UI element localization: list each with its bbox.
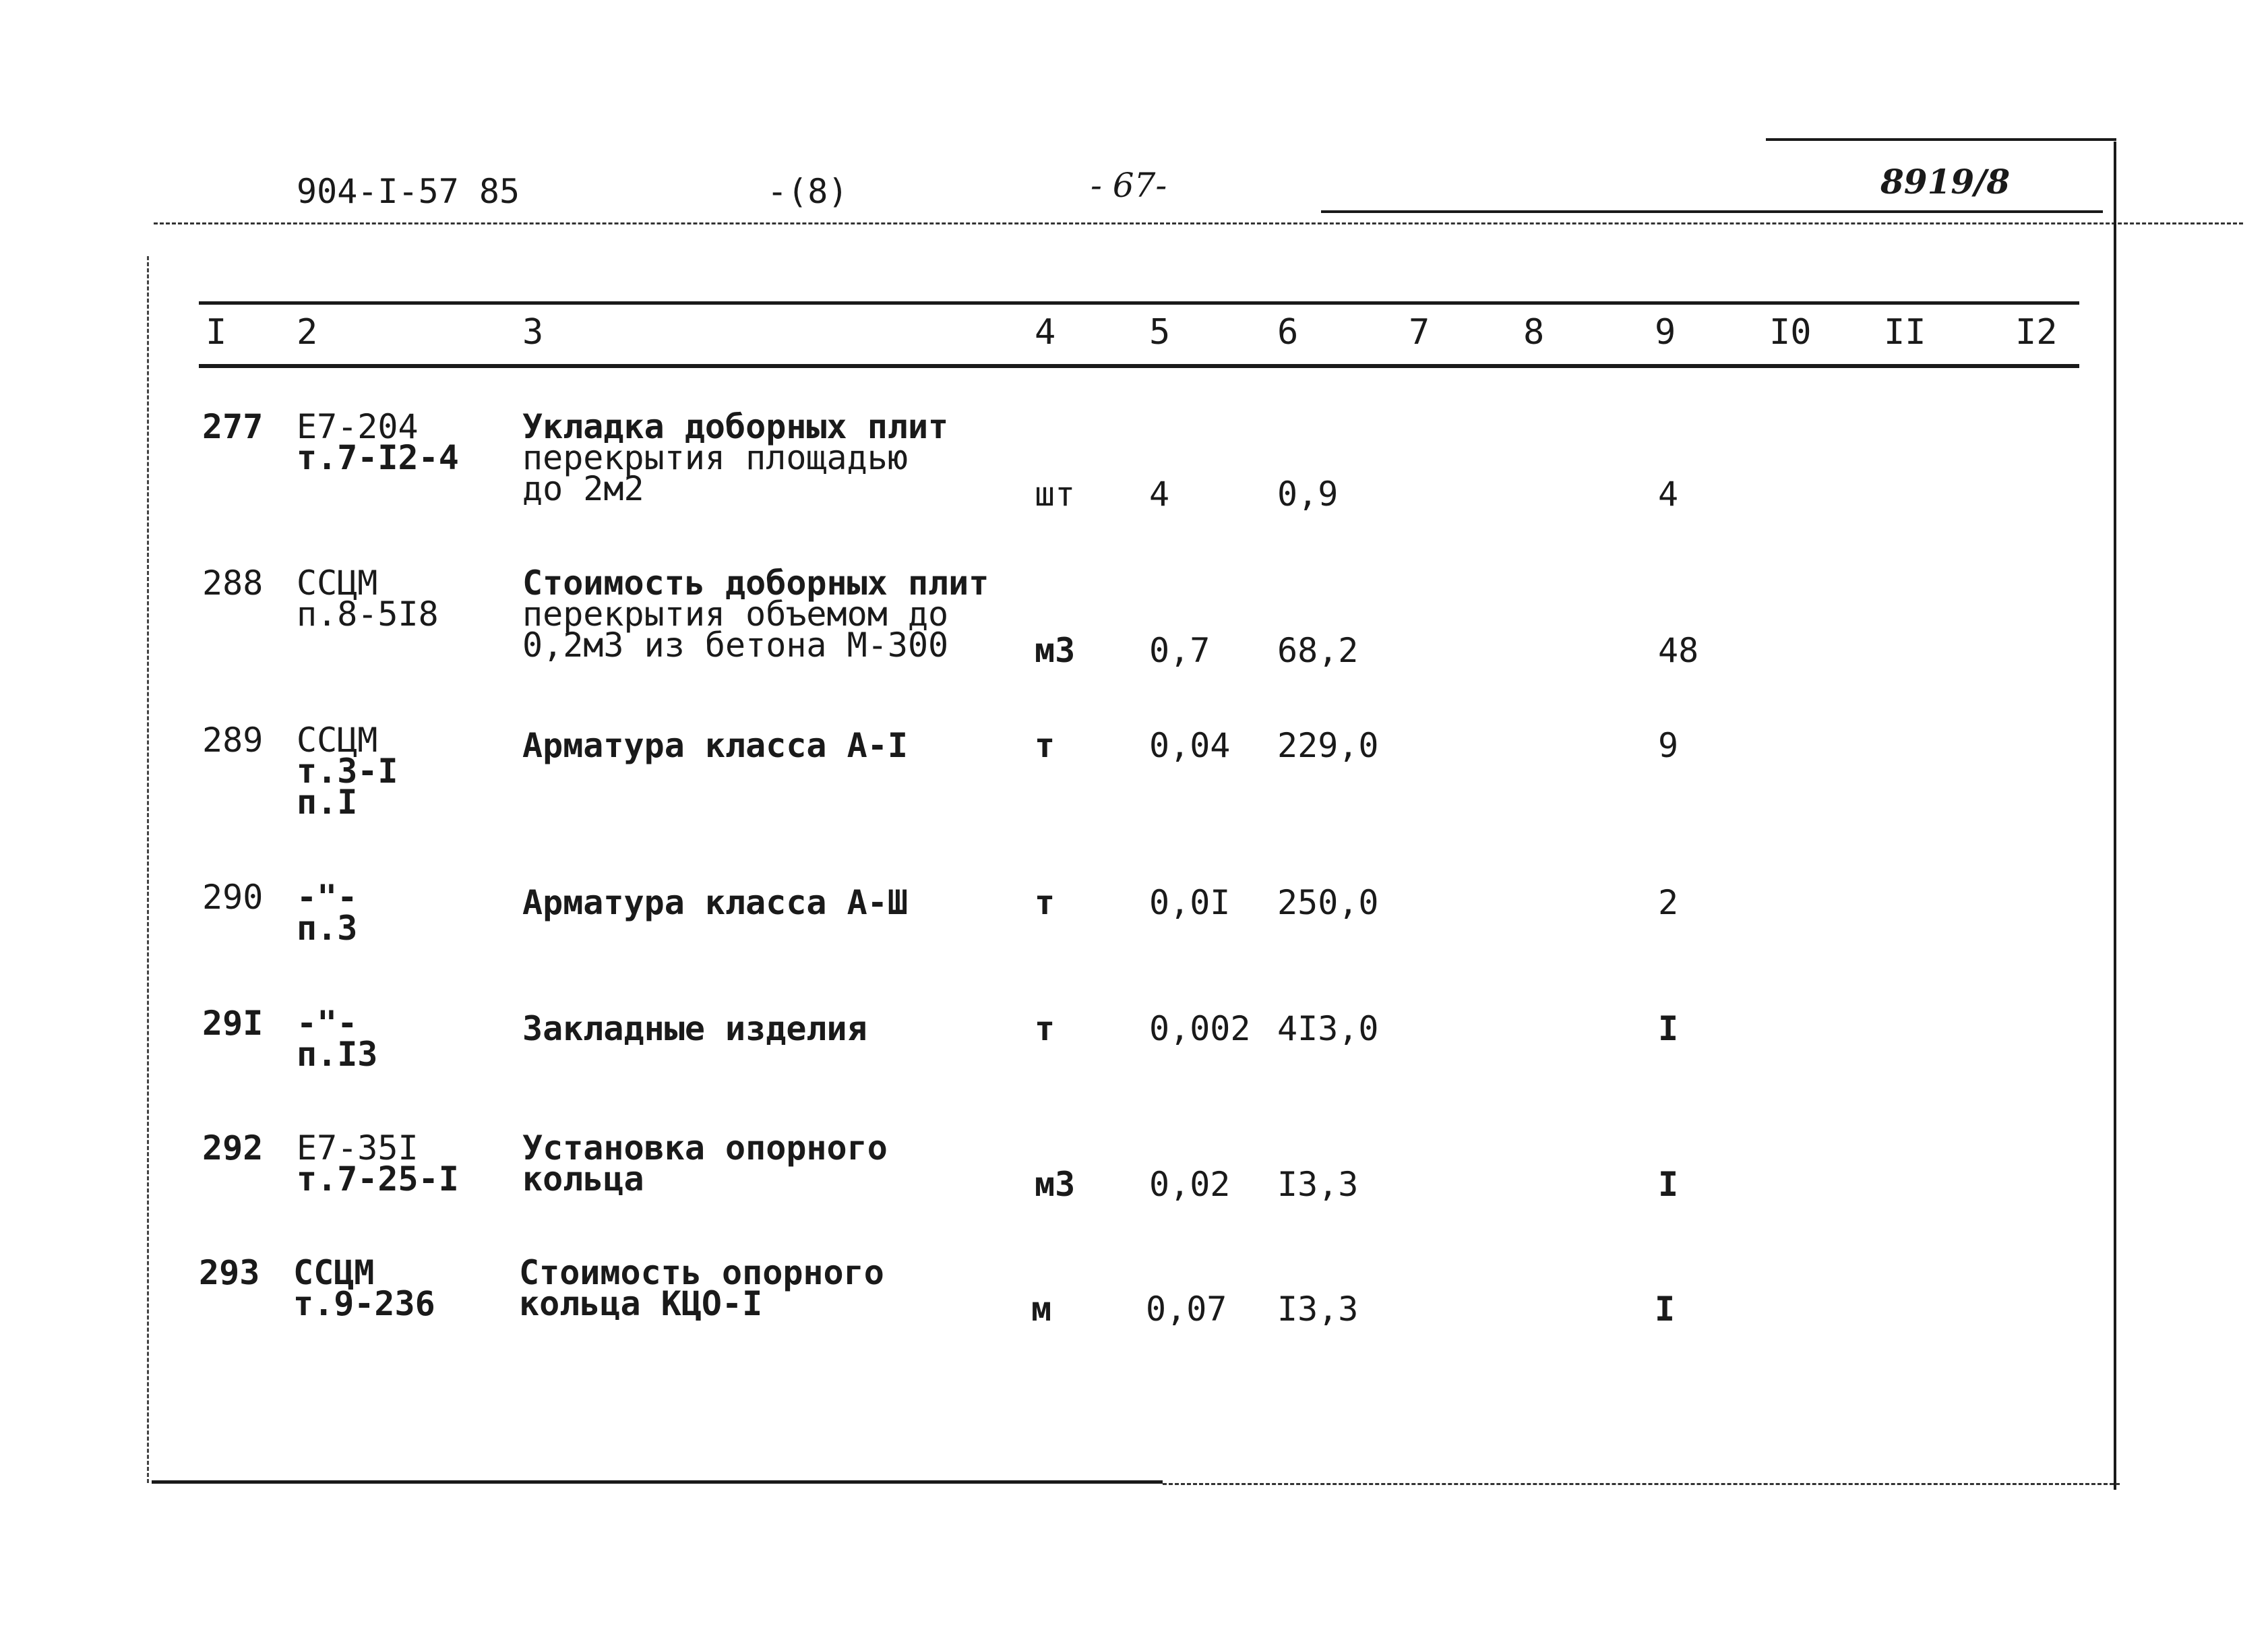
sheet-reference: -(8): [767, 172, 849, 211]
page-number: - 67-: [1091, 166, 1167, 205]
norm-code-line: т.3-I: [297, 752, 398, 791]
price-cell: 250,0: [1277, 883, 1379, 922]
unit-cell: м3: [1035, 1165, 1076, 1204]
description-line: перекрытия площадью: [522, 438, 908, 477]
description-line: Арматура класса А-Ш: [522, 883, 908, 922]
column-number: 9: [1655, 312, 1676, 353]
quantity-cell: 0,002: [1149, 1009, 1251, 1048]
row-number: 293: [199, 1253, 260, 1292]
quantity-cell: 0,7: [1149, 631, 1210, 670]
row-number: 277: [202, 407, 264, 446]
price-cell: 229,0: [1277, 726, 1379, 765]
header-top-dash: [154, 222, 2243, 224]
column-number: 7: [1409, 312, 1430, 353]
row-number: 289: [202, 721, 264, 760]
total-cell: I: [1658, 1009, 1679, 1048]
frame-top-right: [1766, 138, 2116, 141]
column-number: I: [206, 312, 227, 353]
norm-code-line: т.9-236: [293, 1284, 435, 1323]
norm-code-line: п.8-5I8: [297, 595, 439, 634]
description-line: кольца: [522, 1159, 644, 1199]
description-line: Стоимость опорного: [519, 1253, 884, 1292]
column-number: 5: [1149, 312, 1171, 353]
frame-bottom: [152, 1480, 1163, 1484]
quantity-cell: 4: [1149, 475, 1170, 514]
table-header-top-rule: [199, 301, 2079, 305]
column-number: 6: [1277, 312, 1299, 353]
quantity-cell: 0,0I: [1149, 883, 1231, 922]
row-number: 290: [202, 878, 264, 917]
total-cell: 4: [1658, 475, 1679, 514]
unit-cell: шт: [1035, 475, 1076, 514]
description-line: Арматура класса А-I: [522, 726, 908, 765]
column-number: I0: [1769, 312, 1812, 353]
total-cell: 9: [1658, 726, 1679, 765]
norm-code-line: п.3: [297, 909, 358, 948]
description-line: Установка опорного: [522, 1128, 888, 1168]
total-cell: I: [1658, 1165, 1679, 1204]
description-line: Стоимость доборных плит: [522, 564, 989, 603]
norm-code-line: Е7-35I: [297, 1128, 419, 1168]
norm-code-line: т.7-25-I: [297, 1159, 459, 1199]
column-number: 4: [1035, 312, 1056, 353]
description-line: перекрытия объемом до: [522, 595, 949, 634]
price-cell: 68,2: [1277, 631, 1359, 670]
norm-code-line: ССЦМ: [297, 564, 378, 603]
unit-cell: т: [1035, 726, 1055, 765]
unit-cell: м3: [1035, 631, 1076, 670]
column-number: II: [1884, 312, 1926, 353]
total-cell: I: [1655, 1290, 1676, 1329]
frame-bottom-dash: [1163, 1483, 2120, 1485]
price-cell: 0,9: [1277, 475, 1339, 514]
unit-cell: м: [1031, 1290, 1052, 1329]
price-cell: I3,3: [1277, 1165, 1359, 1204]
price-cell: 4I3,0: [1277, 1009, 1379, 1048]
norm-code-line: ССЦМ: [293, 1253, 375, 1292]
unit-cell: т: [1035, 883, 1055, 922]
quantity-cell: 0,07: [1146, 1290, 1227, 1329]
archive-number: 8919/8: [1880, 162, 2011, 202]
description-line: 0,2м3 из бетона М-300: [522, 626, 949, 665]
column-number: I2: [2015, 312, 2058, 353]
norm-code-line: т.7-I2-4: [297, 438, 459, 477]
row-number: 288: [202, 564, 264, 603]
frame-left-edge: [147, 256, 149, 1483]
total-cell: 2: [1658, 883, 1679, 922]
row-number: 29I: [202, 1004, 264, 1043]
column-number: 2: [297, 312, 318, 353]
column-number: 3: [522, 312, 544, 353]
table-header-bottom-rule: [199, 364, 2079, 368]
document-code: 904-I-57 85: [297, 172, 520, 211]
column-number: 8: [1523, 312, 1545, 353]
price-cell: I3,3: [1277, 1290, 1359, 1329]
header-underline: [1321, 210, 2103, 213]
description-line: до 2м2: [522, 469, 644, 508]
quantity-cell: 0,04: [1149, 726, 1231, 765]
norm-code-line: -"-: [297, 878, 358, 917]
norm-code-line: -"-: [297, 1004, 358, 1043]
total-cell: 48: [1658, 631, 1699, 670]
norm-code-line: Е7-204: [297, 407, 419, 446]
unit-cell: т: [1035, 1009, 1055, 1048]
description-line: кольца КЦО-I: [519, 1284, 763, 1323]
norm-code-line: ССЦМ: [297, 721, 378, 760]
norm-code-line: п.I: [297, 783, 358, 822]
norm-code-line: п.I3: [297, 1035, 378, 1074]
frame-right-edge: [2114, 142, 2116, 1490]
row-number: 292: [202, 1128, 264, 1168]
description-line: Укладка доборных плит: [522, 407, 949, 446]
description-line: Закладные изделия: [522, 1009, 867, 1048]
quantity-cell: 0,02: [1149, 1165, 1231, 1204]
